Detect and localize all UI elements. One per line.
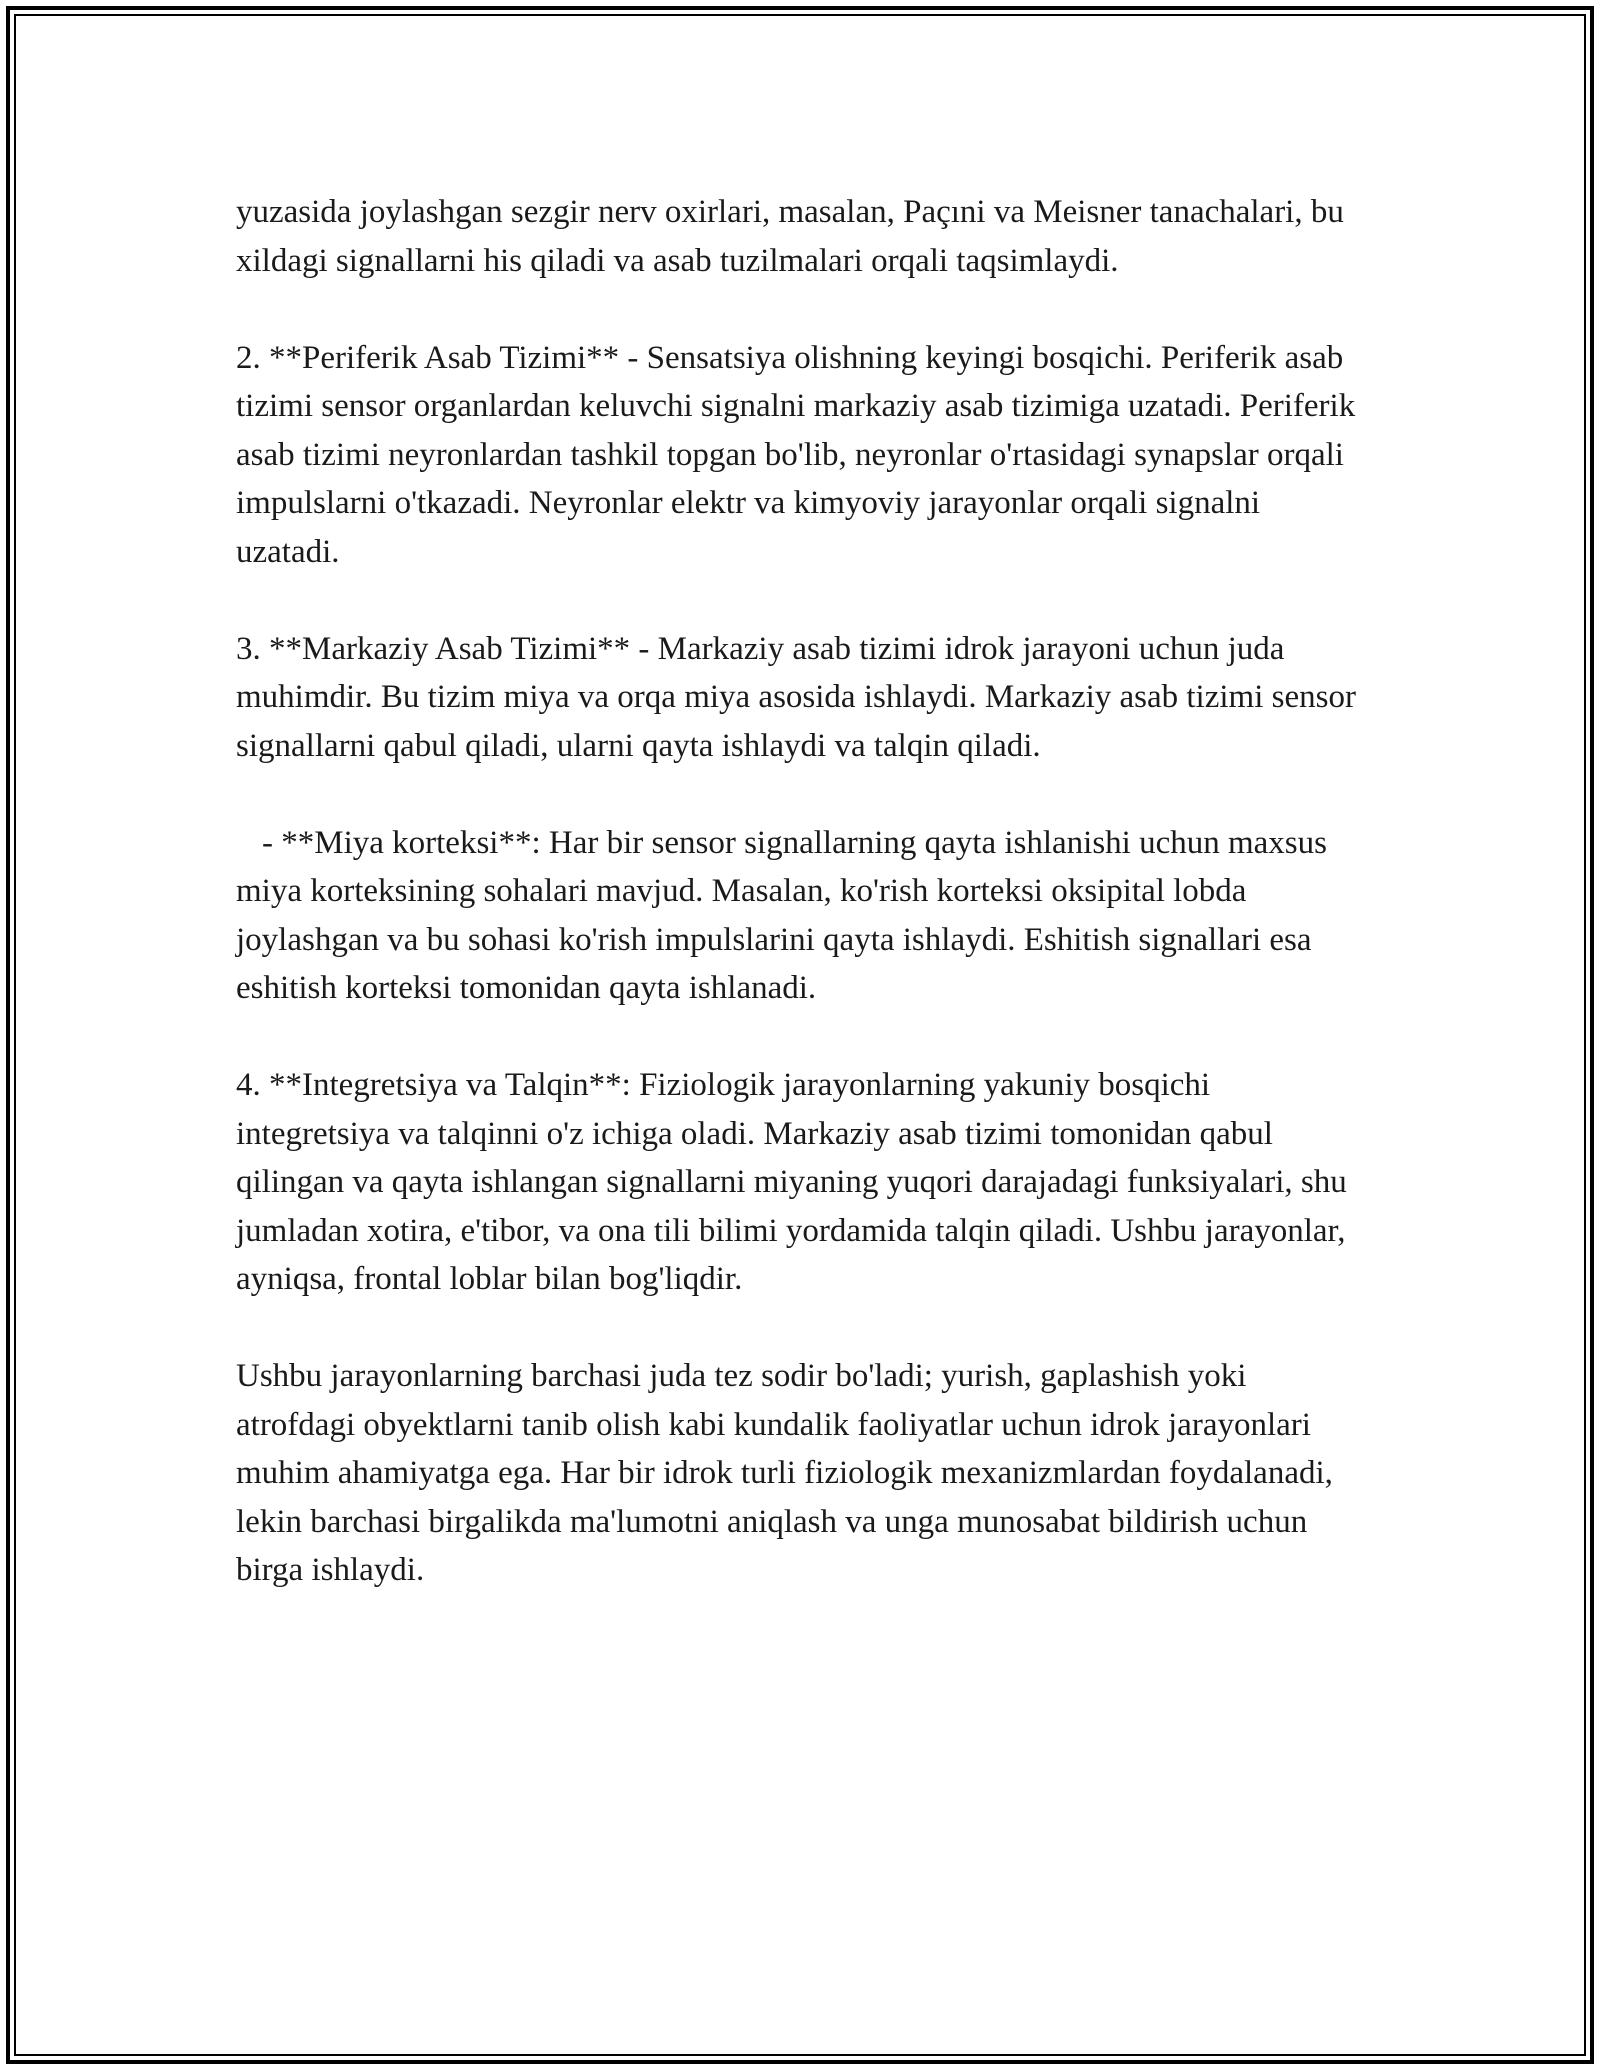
document-body — [236, 188, 1366, 1643]
paragraph-central-nervous-system: 3. **Markaziy Asab Tizimi** - Markaziy asab tizimi idrok jarayoni uchun juda muhimdir. Bu tizim miya va orqa miya asosida ishlaydi. Markaziy asab tizimi sensor signallarni qabul qiladi, ularni qayta ishlaydi va talqin qiladi. — [236, 630, 1356, 764]
paragraph-conclusion: Ushbu jarayonlarning barchasi juda tez sodir bo'ladi; yurish, gaplashish yoki atrofdagi obyektlarni tanib olish kabi kundalik faoliyatlar uchun idrok jarayonlari muhim ahamiyatga ega. Har bir idrok turli fiziologik mexanizmlardan foydalanadi, lekin barchasi birgalikda ma'lumotni aniqlash va unga munosabat bildirish uchun birga ishlaydi. — [236, 1358, 1333, 1588]
paragraph-peripheral-nervous-system: 2. **Periferik Asab Tizimi** - Sensatsiya olishning keyingi bosqichi. Periferik asab tizimi sensor organlardan keluvchi signalni markaziy asab tizimiga uzatadi. Periferik asab tizimi neyronlardan tashkil topgan bo'lib, neyronlar o'rtasidagi synapslar orqali impulslarni o'tkazadi. Neyronlar elektr va kimyoviy jarayonlar orqali signalni uzatadi. — [236, 339, 1356, 570]
paragraph-integration-interpretation: 4. **Integretsiya va Talqin**: Fiziologik jarayonlarning yakuniy bosqichi integretsiya va talqinni o'z ichiga oladi. Markaziy asab tizimi tomonidan qabul qilingan va qayta ishlangan signallarni miyaning yuqori darajadagi funksiyalari, shu jumladan xotira, e'tibor, va ona tili bilimi yordamida talqin qiladi. Ushbu jarayonlar, ayniqsa, frontal loblar bilan bog'liqdir. — [236, 1067, 1347, 1297]
paragraph-continuation: yuzasida joylashgan sezgir nerv oxirlari, masalan, Paçıni va Meisner tanachalari, bu xildagi signallarni his qiladi va asab tuzilmalari orqali taqsimlaydi. — [236, 194, 1344, 279]
paragraph-brain-cortex: - **Miya korteksi**: Har bir sensor signallarning qayta ishlanishi uchun maxsus miya korteksining sohalari mavjud. Masalan, ko'rish korteksi oksipital lobda joylashgan va bu sohasi ko'rish impulslarini qayta ishlaydi. Eshitish signallari esa eshitish korteksi tomonidan qayta ishlanadi. — [236, 824, 1327, 1006]
